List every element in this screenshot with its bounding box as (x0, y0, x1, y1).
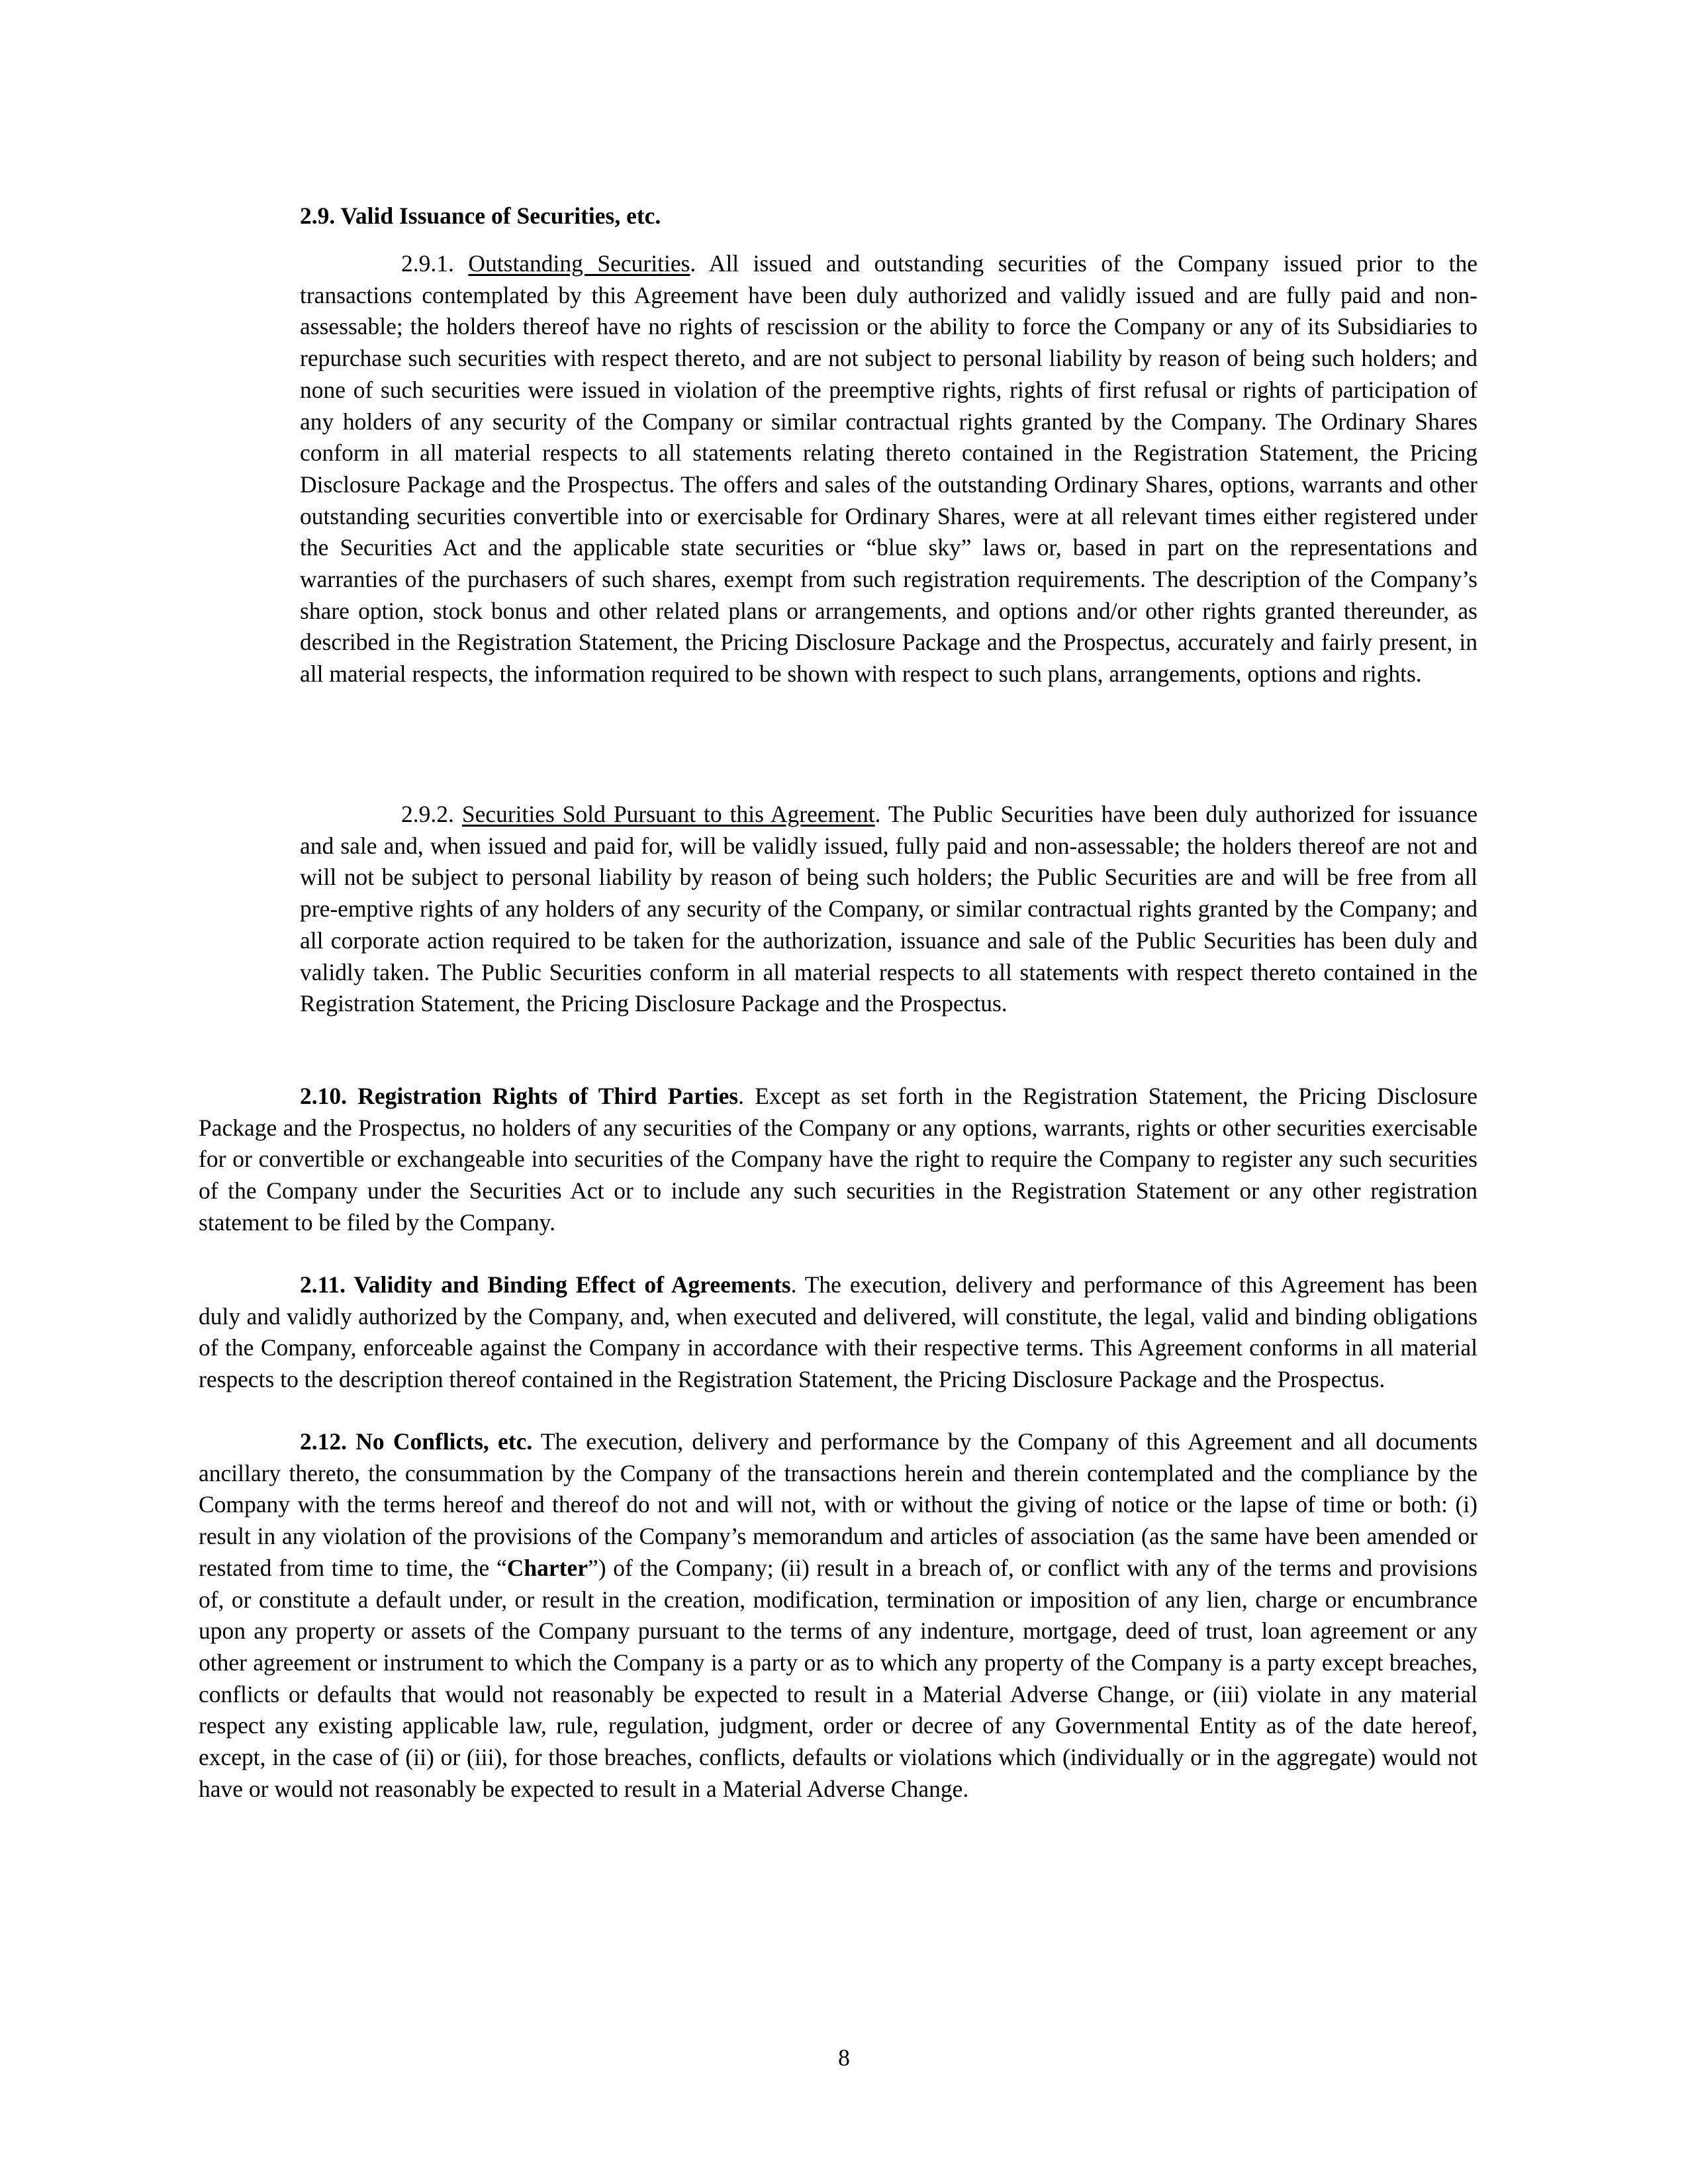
section-2-9-1-paragraph (300, 248, 1477, 690)
section-2-9-2-paragraph (300, 799, 1477, 1020)
defined-term-charter: Charter (506, 1554, 588, 1581)
section-2-9-heading: 2.9. Valid Issuance of Securities, etc. (300, 203, 661, 229)
section-2-12-body-a: The execution, delivery and performance by the Company of this Agreement and all documents ancillary thereto, the consummation by the Company of the transactions herein and therein contemplated and the compliance by the Company with the terms hereof and thereof do not and will not, with or without the giving of notice or the lapse of time or both: (i) result in any violation of the provisions of the Company’s memorandum and articles of association (as the same have been amended or restated from time to time, the “ (199, 1428, 1477, 1581)
section-2-11-paragraph (199, 1269, 1477, 1396)
section-2-10-heading: 2.10. Registration Rights of Third Parties (300, 1083, 739, 1109)
section-2-12-body-b: ”) of the Company; (ii) result in a breach of, or conflict with any of the terms and provisions of, or constitute a default under, or result in the creation, modification, termination or imposition of any lien, charge or encumbrance upon any property or assets of the Company pursuant to the terms of any indenture, mortgage, deed of trust, loan agreement or any other agreement or instrument to which the Company is a party or as to which any property of the Company is a party except breaches, conflicts or defaults that would not reasonably be expected to result in a Material Adverse Change, or (iii) violate in any material respect any existing applicable law, rule, regulation, judgment, order or decree of any Governmental Entity as of the date hereof, except, in the case of (ii) or (iii), for those breaches, conflicts, defaults or violations which (individually or in the aggregate) would not have or would not reasonably be expected to result in a Material Adverse Change. (199, 1554, 1477, 1802)
section-2-12-heading: 2.12. No Conflicts, etc. (300, 1428, 533, 1455)
section-2-11-heading: 2.11. Validity and Binding Effect of Agreements (300, 1271, 791, 1298)
section-2-10-paragraph (199, 1081, 1477, 1239)
section-2-10-body: . Except as set forth in the Registration Statement, the Pricing Disclosure Package and the Prospectus, no holders of any securities of the Company or any options, warrants, rights or other securities exercisable for or convertible or exchangeable into securities of the Company have the right to require the Company to register any such securities of the Company under the Securities Act or to include any such securities in the Registration Statement or any other registration statement to be filed by the Company. (199, 1083, 1477, 1236)
section-2-9-2-number: 2.9.2. (401, 801, 462, 827)
section-2-12-paragraph (199, 1426, 1477, 1805)
section-2-9-1-heading: Outstanding Securities (468, 250, 690, 277)
section-2-9-2-body: . The Public Securities have been duly authorized for issuance and sale and, when issued and paid for, will be validly issued, fully paid and non-assessable; the holders thereof are not and will not be subject to personal liability by reason of being such holders; the Public Securities are and will be free from all pre-emptive rights of any holders of any security of the Company, or similar contractual rights granted by the Company; and all corporate action required to be taken for the authorization, issuance and sale of the Public Securities has been duly and validly taken. The Public Securities conform in all material respects to all statements with respect thereto contained in the Registration Statement, the Pricing Disclosure Package and the Prospectus. (300, 801, 1478, 1017)
section-2-11-body: . The execution, delivery and performance of this Agreement has been duly and validly authorized by the Company, and, when executed and delivered, will constitute, the legal, valid and binding obligations of the Company, enforceable against the Company in accordance with their respective terms. This Agreement conforms in all material respects to the description thereof contained in the Registration Statement, the Pricing Disclosure Package and the Prospectus. (199, 1271, 1477, 1393)
section-2-9-1-body: . All issued and outstanding securities of the Company issued prior to the transactions contemplated by this Agreement have been duly authorized and validly issued and are fully paid and non-assessable; the holders thereof have no rights of rescission or the ability to force the Company or any of its Subsidiaries to repurchase such securities with respect thereto, and are not subject to personal liability by reason of being such holders; and none of such securities were issued in violation of the preemptive rights, rights of first refusal or rights of participation of any holders of any security of the Company or similar contractual rights granted by the Company. The Ordinary Shares conform in all material respects to all statements relating thereto contained in the Registration Statement, the Pricing Disclosure Package and the Prospectus. The offers and sales of the outstanding Ordinary Shares, options, warrants and other outstanding securities convertible into or exercisable for Ordinary Shares, were at all relevant times either registered under the Securities Act and the applicable state securities or “blue sky” laws or, based in part on the representations and warranties of the purchasers of such shares, exempt from such registration requirements. The description of the Company’s share option, stock bonus and other related plans or arrangements, and options and/or other rights granted thereunder, as described in the Registration Statement, the Pricing Disclosure Package and the Prospectus, accurately and fairly present, in all material respects, the information required to be shown with respect to such plans, arrangements, options and rights. (300, 250, 1477, 688)
section-2-9-2-heading: Securities Sold Pursuant to this Agreement (461, 801, 875, 827)
section-2-9-1-number: 2.9.1. (401, 250, 469, 277)
page-number: 8 (838, 2044, 850, 2071)
